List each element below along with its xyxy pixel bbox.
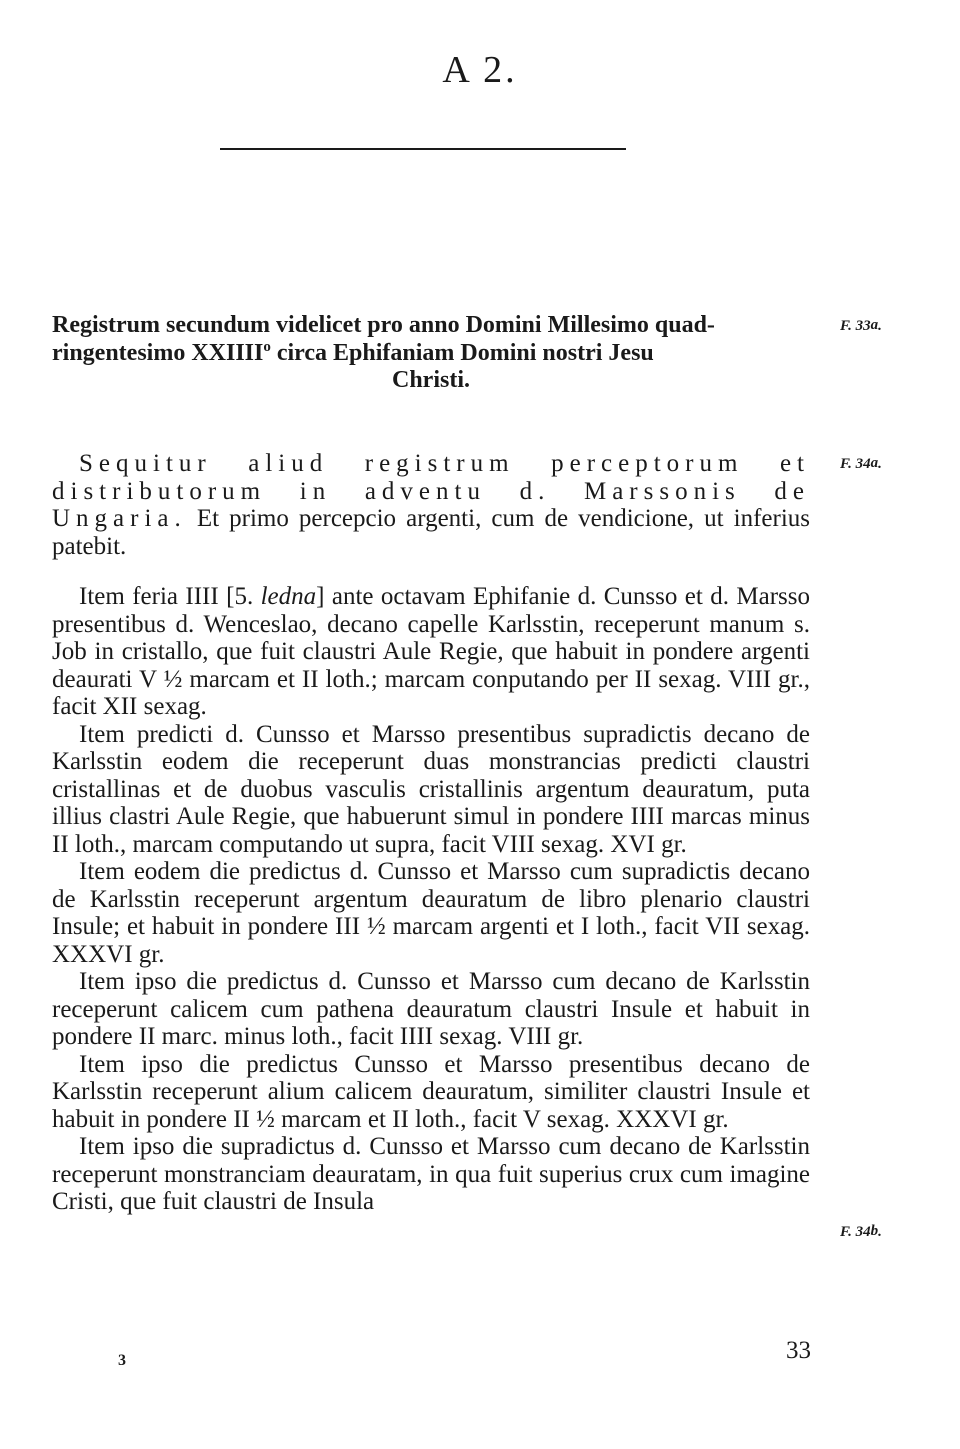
margin-note-folio: F. 33a. (840, 317, 882, 334)
entry-paragraph: Item ipso die predictus d. Cunsso et Marsso cum decano de Karlsstin receperunt calicem cum pathena deauratum claustri Insule et habuit in pondere II marc. minus loth., facit IIII sexag. VIII gr. (52, 968, 810, 1050)
intro-spaced-text: Sequitur aliud registrum perceptorum et distributorum in adventu d. Marssonis de Ungaria. (52, 450, 810, 532)
margin-note-folio: F. 34a. (840, 455, 882, 472)
intro-rest-text: Et primo percepcio argenti, cum de vendicione, ut inferius patebit. (52, 505, 810, 560)
page-number: 33 (786, 1337, 811, 1364)
intro-paragraph (52, 450, 810, 560)
title-line-1: Registrum secundum videlicet pro anno Domini Millesimo quad- (52, 312, 715, 338)
entries-list (52, 583, 810, 1216)
margin-note-folio: F. 34b. (840, 1223, 882, 1240)
running-head: A 2. (442, 49, 518, 91)
header-rule (220, 148, 626, 150)
entry-paragraph: Item ipso die supradictus d. Cunsso et Marsso cum decano de Karlsstin receperunt monstranciam deauratam, in qua fuit superius crux cum imagine Cristi, que fuit claustri de Insula (52, 1133, 810, 1215)
register-title (52, 312, 810, 395)
entry-paragraph: Item ipso die predictus Cunsso et Marsso presentibus decano de Karlsstin receperunt alium calicem deauratum, similiter claustri Insule et habuit in pondere II ½ marcam et II loth., facit V sexag. XXXVI gr. (52, 1050, 810, 1133)
entry-italic: ledna (260, 583, 317, 610)
title-line-3: Christi. (392, 367, 470, 393)
entry-paragraph: Item predicti d. Cunsso et Marsso presentibus supradictis decano de Karlsstin eodem die receperunt duas monstrancias predicti claustri cristallinas et de duobus vasculis cristallinis argentum deauratum, puta illius clastri Aule Regie, que habuerunt simul in pondere IIII marcas minus II loth., marcam computando ut supra, facit VIII sexag. XVI gr. (52, 720, 810, 858)
title-line-2: ringentesimo XXIIII$^o$ circa Ephifaniam Domini nostri Jesu (52, 338, 654, 366)
signature-mark: 3 (118, 1352, 126, 1369)
title-superscript: o (263, 338, 271, 355)
entry-paragraph: Item eodem die predictus d. Cunsso et Marsso cum supradictis decano de Karlsstin receperunt argentum deauratum de libro plenario claustri Insule; et habuit in pondere III ½ marcam argenti et I loth., facit VII sexag. XXXVI gr. (52, 858, 810, 968)
entry-paragraph: Item feria IIII [5. ledna] ante octavam Ephifanie d. Cunsso et d. Marsso presentibus d. Wenceslao, decano capelle Karlsstin, receperunt manum s. Job in cristallo, que fuit claustri Aule Regie, que habuit in pondere argenti deaurati V ½ marcam et II loth.; marcam conputando per II sexag. VIII gr., facit XII sexag. (52, 583, 811, 720)
